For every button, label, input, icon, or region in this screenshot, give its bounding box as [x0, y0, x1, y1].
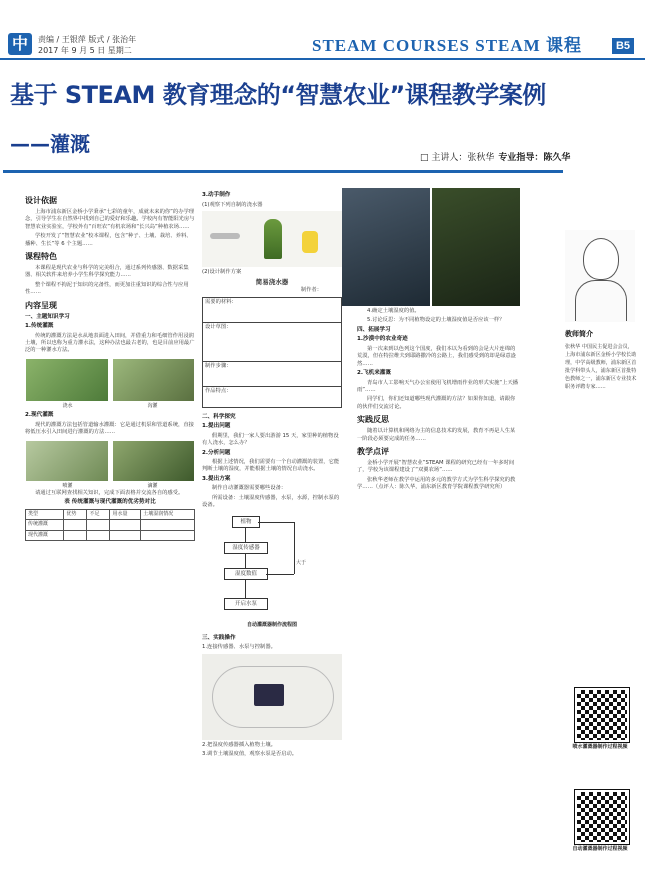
paragraph: (1)观察下列自制的浇水器 [202, 201, 263, 208]
byline [420, 150, 570, 163]
sheet-title: 简易浇水器 [255, 278, 289, 287]
section-title-en: STEAM COURSES [312, 36, 471, 55]
page-number: B5 [612, 38, 634, 54]
article-title: 基于 STEAM 教育理念的“智慧农业”课程教学案例 [10, 81, 546, 109]
drip-photo [112, 440, 196, 482]
subheading: 三、实践操作 [202, 634, 236, 641]
paragraph: 制作自动灌溉器需要哪些设备： [212, 485, 287, 492]
table-cell: 传统灌溉 [26, 520, 64, 530]
sheet-row: 制作步骤： [203, 362, 341, 387]
flow-pump: 开启水泵 [224, 598, 268, 610]
section-title-cn: STEAM 课程 [475, 36, 582, 55]
paragraph: 张秋华老师在教学中运用的多元的教学方式为学生科学探究的教学……（点评人：陈久华，浦东新区教育学院课程教学研究所） [357, 476, 516, 491]
table-caption: 表 传统灌溉与现代灌溉的优劣势对比 [64, 499, 156, 506]
column-3 [357, 308, 519, 494]
heading-design: 设计依据 [25, 196, 57, 205]
paragraph: 学校开发了“智慧农业”校本课程，包含“种子、土壤、栽培、养料、播种、生长”等 6 个主题…… [25, 233, 192, 247]
teacher-intro: 张秋华 中国民主促进会会员，上海市浦东新区金桥小学校长助理，中学高级教师，浦东新区首批学科带头人，浦东新区首批特色教师之一，浦东新区专业技术职务评聘专家…… [565, 344, 637, 390]
subheading: 一、主题知识学习 [25, 313, 70, 320]
table-header-cell: 优势 [64, 509, 87, 519]
subheading: 二、科学探究 [202, 413, 236, 420]
sidebar [565, 330, 637, 391]
design-sheet [202, 297, 342, 408]
editor-line: 责编 / 王银萍 版式 / 张治年 [38, 35, 137, 44]
paragraph: (2)设计制作方案 [202, 268, 242, 275]
comparison-table [25, 509, 195, 541]
table-header-cell: 类型 [26, 509, 64, 519]
flow-value: 湿度数值 [224, 568, 268, 580]
sprinkler-photo [25, 440, 109, 482]
paragraph: 本课程是现代农业与科学的完美组合，通过系列传感器、数据采集器、相关软件来培养小学生科学探究能力…… [25, 265, 189, 279]
photo-caption: 喷灌 [62, 482, 73, 489]
paragraph: 青岛市人工影响天气办公室使用飞机增雨作业的形式实施“上天播雨”…… [357, 379, 519, 393]
irrigation-photo [25, 358, 109, 402]
paragraph: 同学们，你们还知道哪些现代灌溉的方法？如果你知道，请跟你的伙伴们交流讨论。 [357, 396, 516, 410]
device-photo-1 [342, 188, 430, 306]
teacher-intro-heading: 教师简介 [565, 330, 593, 338]
flow-plant: 植物 [232, 516, 260, 528]
sheet-row: 设计草图： [203, 323, 341, 362]
author: □ 主讲人：张秋华 [420, 153, 495, 163]
paragraph: 根据上述情况，我们需要有一个自动灌溉的装置，它能判断土壤的湿度，并能根据土壤的情况自动浇水。 [202, 459, 340, 473]
paragraph: 第一次来到以色列这个国度，我们本以为看到的会是大片连绵的荒漠，但在特拉维夫到耶路撒冷的公路上，我们感受到的却是绿意盎然…… [357, 345, 516, 367]
expert: 专业指导：陈久华 [498, 153, 571, 163]
flow-label: 大于 [296, 559, 307, 566]
subheading: 2.现代灌溉 [25, 412, 54, 419]
table-header-row [26, 509, 195, 519]
header-rule [0, 58, 645, 60]
article-subtitle: ——灌溉 [10, 132, 90, 156]
date-line: 2017 年 9 月 5 日 星期二 [38, 46, 132, 55]
subheading: 1.沙漠中的农业奇迹 [357, 336, 408, 343]
heading-reflect: 实践反思 [357, 415, 389, 425]
column-1 [25, 192, 195, 541]
paragraph: 5.讨论反思：为不同植物设定的土壤湿度值是否应该一样？ [367, 317, 505, 324]
photo-caption: 沟灌 [147, 402, 158, 409]
paragraph: 2.把湿度传感器插入植物土壤。 [202, 741, 276, 748]
subheading: 1.传统灌溉 [25, 323, 54, 330]
header-meta [38, 34, 136, 56]
paragraph: 4.确定土壤湿度的值。 [367, 308, 420, 314]
controller-photo [202, 654, 342, 740]
paragraph: 1.连接传感器、水泵与控制器。 [202, 644, 276, 651]
subheading: 四、拓展学习 [357, 326, 391, 333]
table-header-cell: 不足 [87, 509, 110, 519]
flowchart-caption: 自动灌溉器制作流程图 [246, 621, 297, 628]
flow-sensor: 湿度传感器 [224, 542, 268, 554]
subheading: 3.动手制作 [202, 192, 231, 198]
paragraph: 请通过互联网查找相关知识，完成下面表格并交流各自的感受。 [35, 490, 184, 496]
paragraph: 假期里，我们一家人要出游游 15 天，家里种的植物没有人浇水，怎么办？ [202, 432, 339, 447]
paragraph: 整个课程不拘泥于知识的完备性，而更加注重知识的综合性与应用性…… [25, 281, 189, 296]
sheet-row: 作品特点： [205, 387, 232, 394]
qr-code-auto[interactable] [575, 790, 629, 844]
subheading: 1.提出问题 [202, 423, 231, 430]
heading-feature: 课程特色 [25, 252, 57, 262]
section-title [312, 36, 582, 56]
sheet-row: 需要的材料： [203, 298, 341, 323]
subheading: 2.飞机来灌溉 [357, 370, 391, 377]
paragraph: 上海市浦东新区金桥小学秉承“七彩的童年，成就未来的你”的办学理念，引导学生在自然界中找到自己的爱好和乐趣。学校内有智能阳光房与智慧农业实验室，学校外有“百旺农”有机农场和“长兴岛”种植农场…… [25, 209, 195, 230]
table-header-cell: 土壤湿润情况 [141, 509, 195, 519]
paragraph: 所需设备：土壤湿度传感器，水泵，水源，控制水泵的设备。 [202, 494, 340, 509]
table-row [26, 520, 195, 530]
paragraph: 金桥小学开展“智慧农业”STEAM 课程的研究已经有一年多时间了，学校为该课程建设了“双翼农场”…… [357, 459, 515, 474]
flowchart [202, 514, 342, 622]
table-row [26, 530, 195, 540]
heading-content: 内容呈现 [25, 300, 57, 310]
subheading: 3.提出方案 [202, 475, 231, 482]
table-header-cell: 用水量 [110, 509, 141, 519]
qr-caption: 喷水灌溉器制作过程视频 [572, 744, 628, 750]
diy-watering-photo [202, 211, 342, 267]
qr-code-sprinkler[interactable] [575, 688, 629, 742]
photo-caption: 浇水 [62, 402, 73, 409]
furrow-photo [112, 358, 196, 402]
paragraph: 现代的灌溉方法包括管道输水灌溉：它是通过机泵和管道系统，直接将低压水引入田间进行灌溉的方法…… [25, 421, 194, 436]
table-cell: 现代灌溉 [26, 530, 64, 540]
heading-review: 教学点评 [357, 446, 389, 456]
subheading: 2.分析问题 [202, 449, 231, 456]
paragraph: 3.调节土壤湿度值，观察水泵是否启动。 [202, 751, 298, 758]
paragraph: 随着以计算机和网络为主的信息技术的发展，教育不再是人生某一阶段必须要完成的任务…… [357, 428, 516, 442]
sheet-author: 制作者： [300, 287, 322, 294]
newspaper-logo: 中 [8, 33, 32, 55]
qr-caption: 自动灌溉器制作过程视频 [572, 846, 628, 852]
paragraph: 传统的灌溉方法是水从地表面进入田间，并借重力和毛细管作用浸润土壤，所以也称为重力灌水法，这种办法也最古老的，也是目前应用最广泛的一种灌水方法。 [25, 332, 195, 354]
teacher-portrait [565, 230, 635, 322]
device-photo-2 [432, 188, 520, 306]
photo-caption: 滴灌 [147, 482, 158, 489]
column-2 [202, 190, 342, 761]
